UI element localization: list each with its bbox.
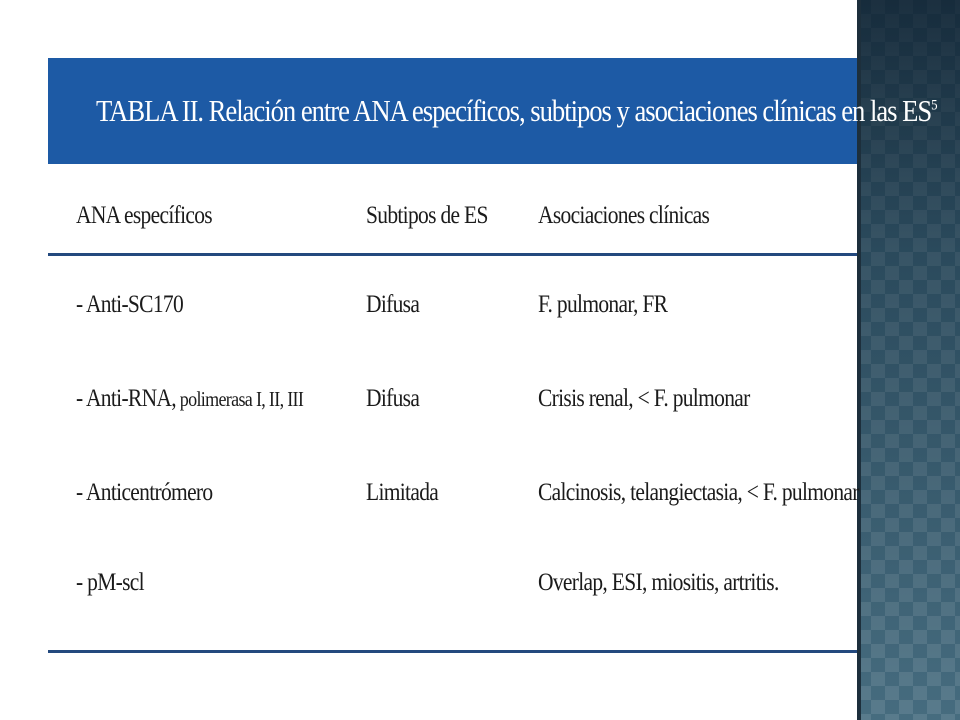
row-asociaciones: Calcinosis, telangiectasia, < F. pulmonar bbox=[538, 479, 859, 506]
table-title bbox=[96, 93, 937, 129]
row-ana-cell bbox=[76, 385, 303, 413]
row-subtipo: Limitada bbox=[366, 479, 439, 506]
row-asociaciones: Crisis renal, < F. pulmonar bbox=[538, 385, 750, 412]
row-ana: - Anti-SC170 bbox=[76, 291, 184, 318]
table-title-text: TABLA II. Relación entre ANA específicos, subtipos y asociaciones clínicas en las ES bbox=[96, 93, 932, 128]
header-rule bbox=[48, 253, 857, 256]
row-ana-cell bbox=[76, 569, 144, 597]
row-ana: - Anti-RNA, bbox=[76, 385, 176, 412]
row-subtipo: Difusa bbox=[366, 385, 420, 412]
row-ana-cell bbox=[76, 291, 183, 319]
header-subtipos: Subtipos de ES bbox=[366, 202, 488, 229]
header-asociaciones: Asociaciones clínicas bbox=[538, 202, 710, 229]
table-title-superscript: 5 bbox=[931, 97, 937, 114]
row-ana-suffix: polimerasa I, II, III bbox=[175, 387, 304, 411]
table-slide bbox=[48, 58, 937, 658]
row-ana: - Anticentrómero bbox=[76, 479, 213, 506]
bottom-rule bbox=[48, 650, 857, 653]
row-subtipo: Difusa bbox=[366, 291, 420, 318]
row-ana: - pM-scl bbox=[76, 569, 144, 596]
row-ana-cell bbox=[76, 479, 212, 507]
table-title-bar bbox=[48, 58, 937, 164]
row-asociaciones: F. pulmonar, FR bbox=[538, 291, 668, 318]
header-ana: ANA específicos bbox=[76, 202, 212, 229]
row-asociaciones: Overlap, ESI, miositis, artritis. bbox=[538, 569, 779, 596]
